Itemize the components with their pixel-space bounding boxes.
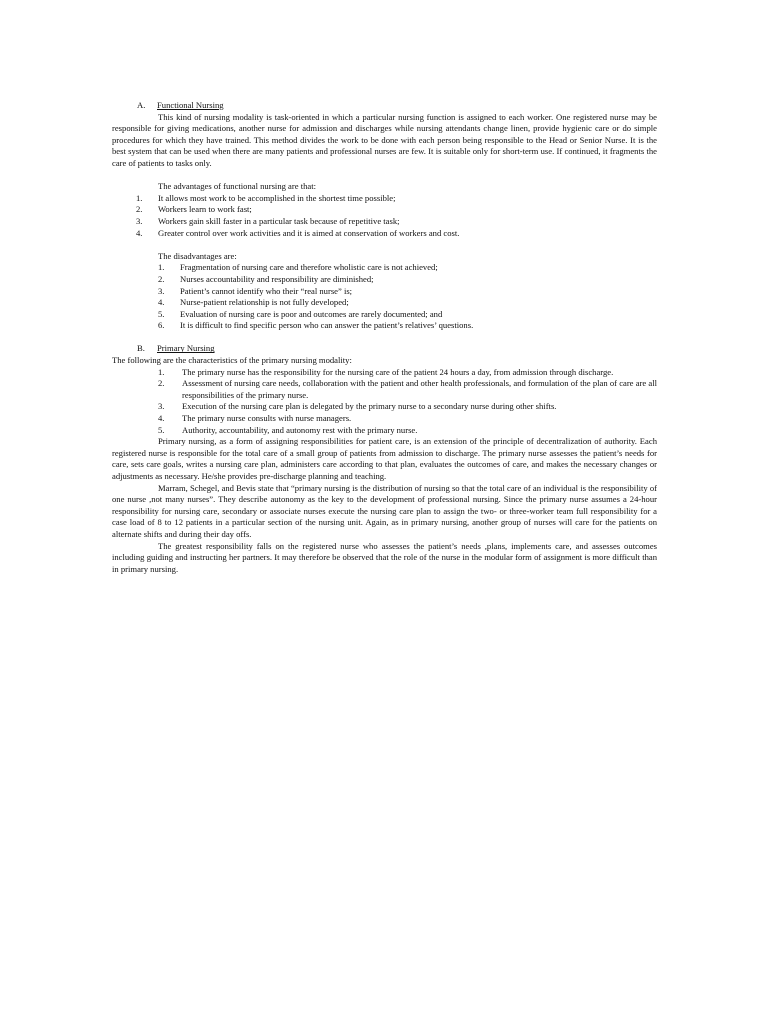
disadvantages-intro: The disadvantages are:	[158, 250, 237, 261]
list-text: The primary nurse has the responsibility for the nursing care of the patient 24 hours a day, from admission through discharge.	[182, 366, 614, 377]
list-item	[112, 262, 657, 274]
list-item	[112, 367, 657, 379]
list-item	[112, 425, 657, 437]
list-text: Nurse-patient relationship is not fully developed;	[180, 297, 349, 308]
list-text: It is difficult to find specific person who can answer the patient’s relatives’ questions.	[180, 320, 474, 331]
list-number: 3.	[158, 285, 165, 296]
list-number: 4.	[158, 413, 165, 424]
marram-paragraph: Marram, Schegel, and Bevis state that “primary nursing is the distribution of nursing so that the total care of an individual is the responsibility of one nurse ,not many nurses”. They describe autonomy as the key to the development of professional nursing. Since the primary nurse assumes a 24-hour responsibility for nursing care, secondary or associate nurses execute the nursing care plan to assign the two- or three-worker team full responsibility for a case load of 8 to 12 patients in a particular section of the nursing unit. Again, as in primary nursing, another group of nurses will care for the patients on alternate shifts and during their day offs.	[112, 482, 657, 539]
section-a-title: Functional Nursing	[157, 100, 224, 110]
primary-nursing-paragraph: Primary nursing, as a form of assigning responsibilities for patient care, is an extension of the principle of decentralization of authority. Each registered nurse is responsible for the total care of a small group of patients from admission to discharge. The primary nurse assesses the patient’s needs for care, sets care goals, writes a nursing care plan, administers care according to that plan, evaluates the outcomes of care, and makes the necessary changes or adjustments as necessary. He/she provides pre-discharge planning and teaching.	[112, 436, 657, 481]
list-item	[112, 228, 657, 240]
advantages-intro: The advantages of functional nursing are that:	[158, 181, 316, 192]
characteristics-list	[112, 367, 657, 437]
list-item	[112, 401, 657, 413]
list-number: 2.	[136, 204, 143, 215]
list-number: 1.	[136, 192, 143, 203]
section-a-letter: A.	[137, 100, 146, 110]
list-number: 1.	[158, 366, 165, 377]
list-number: 5.	[158, 424, 165, 435]
advantages-list	[112, 193, 657, 239]
list-item	[112, 193, 657, 205]
list-item	[112, 378, 657, 401]
list-number: 4.	[136, 227, 143, 238]
list-text: Workers learn to work fast;	[158, 204, 252, 215]
list-text: Execution of the nursing care plan is delegated by the primary nurse to a secondary nurse during other shifts.	[182, 401, 557, 412]
list-text: Greater control over work activities and it is aimed at conservation of workers and cost.	[158, 227, 460, 238]
list-number: 6.	[158, 320, 165, 331]
list-text: Assessment of nursing care needs, collaboration with the patient and other health professionals, and formulation of the plan of care are all responsibilities of the primary nurse.	[182, 378, 657, 400]
list-item	[112, 274, 657, 286]
list-text: Patient’s cannot identify who their “real nurse” is;	[180, 285, 353, 296]
section-b-title: Primary Nursing	[157, 343, 215, 354]
list-text: Evaluation of nursing care is poor and outcomes are rarely documented; and	[180, 308, 443, 319]
section-b-letter: B.	[137, 343, 145, 354]
list-text: Workers gain skill faster in a particular task because of repetitive task;	[158, 215, 400, 226]
list-item	[112, 204, 657, 216]
list-text: Nurses accountability and responsibility are diminished;	[180, 273, 374, 284]
section-a-heading	[137, 100, 657, 112]
list-number: 5.	[158, 308, 165, 319]
list-text: The primary nurse consults with nurse managers.	[182, 413, 352, 424]
list-text: Authority, accountability, and autonomy rest with the primary nurse.	[182, 424, 418, 435]
section-b-heading	[137, 343, 657, 355]
list-number: 2.	[158, 273, 165, 284]
responsibility-paragraph: The greatest responsibility falls on the registered nurse who assesses the patient’s needs ,plans, implements care, and assesses outcomes including guiding and instructing her partners. It may therefore be observed that the role of the nurse in the modular form of assignment is more difficult than in primary nursing.	[112, 540, 657, 574]
section-spacer	[112, 332, 657, 344]
list-number: 3.	[136, 215, 143, 226]
list-number: 4.	[158, 297, 165, 308]
list-number: 3.	[158, 401, 165, 412]
list-number: 1.	[158, 262, 165, 273]
list-item	[112, 297, 657, 309]
list-item	[112, 413, 657, 425]
list-text: It allows most work to be accomplished in the shortest time possible;	[158, 192, 396, 203]
list-text: Fragmentation of nursing care and therefore wholistic care is not achieved;	[180, 262, 438, 273]
list-item	[112, 320, 657, 332]
document-page	[112, 100, 657, 575]
disadvantages-list	[112, 262, 657, 332]
list-item	[112, 309, 657, 321]
section-a-intro: This kind of nursing modality is task-oriented in which a particular nursing function is assigned to each worker. One registered nurse may be responsible for giving medications, another nurse for admission and discharges while nursing attendants change linen, provide hygienic care or do simple procedures for which they have trained. This method divides the work to be done with each person being responsible to the Head or Senior Nurse. It is the best system that can be used when there are many patients and professional nurses are few. It is suitable only for short-term use. If continued, it fragments the care of patients to tasks only.	[112, 111, 657, 168]
list-item	[112, 286, 657, 298]
list-number: 2.	[158, 378, 165, 389]
list-item	[112, 216, 657, 228]
section-b-intro: The following are the characteristics of the primary nursing modality:	[112, 355, 352, 366]
